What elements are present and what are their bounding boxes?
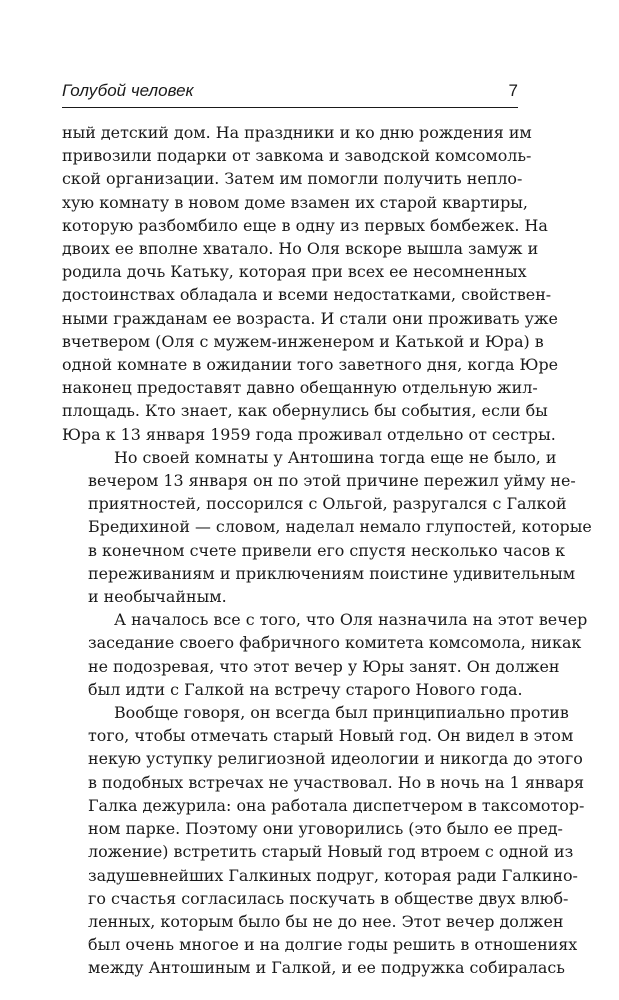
text-line: родила дочь Катьку, которая при всех ее несомненных	[62, 262, 527, 282]
text-line: Но своей комнаты у Антошина тогда еще не было, и	[114, 447, 557, 467]
text-line: заседание своего фабричного комитета комсомола, никак	[88, 633, 582, 653]
text-line: го счастья согласилась поскучать в обществе двух влюб-	[88, 888, 569, 908]
text-line: привозили подарки от завкома и заводской комсомоль-	[62, 146, 532, 166]
text-line: был очень многое и на долгие годы решить в отношениях	[88, 935, 578, 955]
running-title: Голубой человек	[62, 81, 194, 100]
paragraph	[62, 446, 592, 608]
text-line: ской организации. Затем им помогли получить неплo-	[62, 169, 523, 189]
page-number: 7	[508, 81, 518, 100]
running-header	[62, 80, 518, 104]
text-line: вчетвером (Оля с мужем-инженером и Катькой и Юра) в	[62, 331, 544, 351]
text-line: наконец предоставят давно обещанную отдельную жил-	[62, 378, 538, 398]
text-line: ном парке. Поэтому они уговорились (это было ее пред-	[88, 819, 563, 839]
text-line: Юра к 13 января 1959 года проживал отдельно от сестры.	[62, 424, 556, 444]
header-divider	[62, 107, 518, 108]
text-line: между Антошиным и Галкой, и ее подружка собиралась	[88, 958, 565, 978]
text-line: вечером 13 января он по этой причине пережил уйму не-	[88, 471, 576, 491]
text-line: ными гражданам ее возраста. И стали они проживать уже	[62, 308, 558, 328]
text-line: ложение) встретить старый Новый год втроем с одной из	[88, 842, 574, 862]
text-line: Галка дежурила: она работала диспетчером в таксомотор-	[88, 795, 585, 815]
text-line: в конечном счете привели его спустя несколько часов к	[88, 540, 566, 560]
text-line: хую комнату в новом доме взамен их старой квартиры,	[62, 192, 528, 212]
text-line: Бредихиной — словом, наделал немало глупостей, которые	[88, 517, 592, 537]
paragraph	[62, 608, 588, 701]
body-text	[62, 121, 592, 980]
text-line: площадь. Кто знает, как обернулись бы события, если бы	[62, 401, 548, 421]
text-line: ный детский дом. На праздники и ко дню рождения им	[62, 123, 532, 142]
text-line: того, чтобы отмечать старый Новый год. Он видел в этом	[88, 726, 574, 746]
text-line: которую разбомбило еще в одну из первых бомбежек. На	[62, 215, 548, 235]
text-line: некую уступку религиозной идеологии и никогда до этого	[88, 749, 583, 769]
text-line: в подобных встречах не участвовал. Но в ночь на 1 января	[88, 772, 585, 792]
text-line: приятностей, поссорился с Ольгой, разругался с Галкой	[88, 494, 567, 514]
text-line: А началось все с того, что Оля назначила на этот вечер	[114, 610, 588, 630]
text-line: задушевнейших Галкиных подруг, которая ради Галкино-	[88, 865, 578, 885]
text-line: достоинствах обладала и всеми недостатками, свойствен-	[62, 285, 552, 305]
text-line: Вообще говоря, он всегда был принципиально против	[114, 703, 569, 723]
text-line: ленных, которым было бы не до нее. Этот вечер должен	[88, 911, 564, 931]
text-line: переживаниям и приключениям поистине удивительным	[88, 563, 576, 583]
paragraph	[62, 701, 585, 979]
text-line: был идти с Галкой на встречу старого Нового года.	[88, 679, 523, 699]
text-line: двоих ее вполне хватало. Но Оля вскоре вышла замуж и	[62, 239, 539, 259]
text-line: одной комнате в ожидании того заветного дня, когда Юре	[62, 355, 559, 375]
text-line: не подозревая, что этот вечер у Юры занят. Он должен	[88, 656, 560, 676]
paragraph	[62, 121, 559, 446]
text-line: и необычайным.	[88, 587, 227, 607]
